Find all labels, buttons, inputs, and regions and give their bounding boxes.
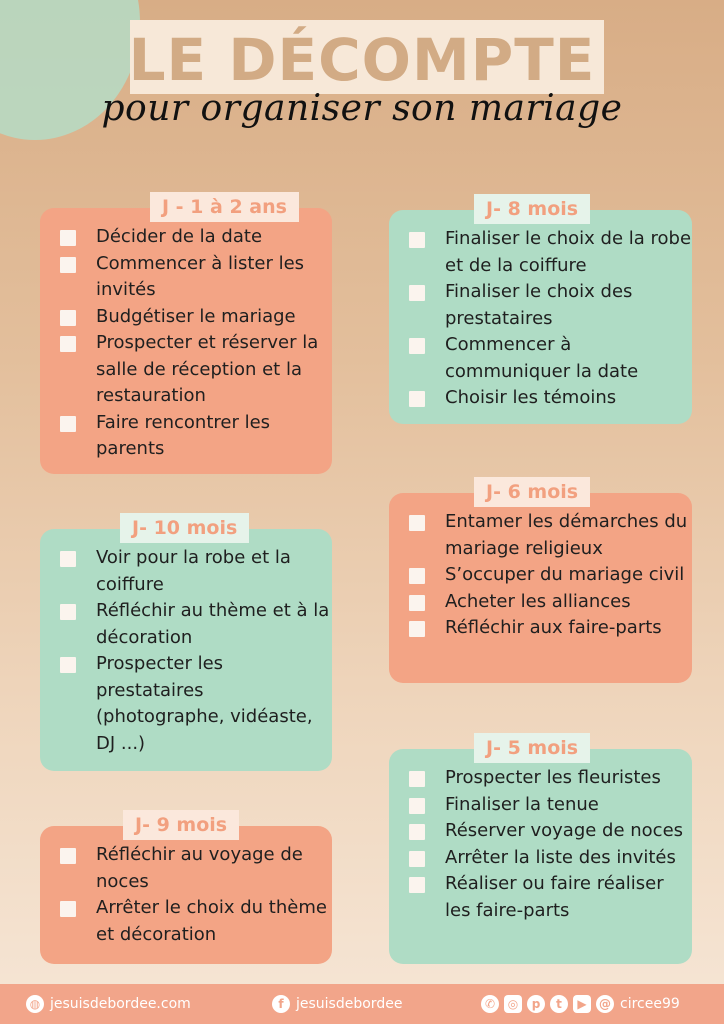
checkbox[interactable] (60, 657, 76, 673)
checklist-item (60, 598, 332, 651)
checklist-item-label: Commencer à communiquer la date (445, 334, 639, 382)
checkbox[interactable] (60, 848, 76, 864)
checklist-item-label: Budgétiser le mariage (96, 305, 296, 327)
checklist-item (409, 332, 692, 385)
checkbox[interactable] (60, 336, 76, 352)
checkbox[interactable] (409, 232, 425, 248)
checklist-item-label: Acheter les alliances (445, 590, 631, 612)
checklist-item (409, 792, 692, 819)
checklist (389, 765, 692, 924)
checklist-item-label: Finaliser la tenue (445, 793, 599, 815)
checklist-item-label: Entamer les démarches du mariage religieux (445, 511, 688, 559)
checklist-item (60, 651, 332, 757)
instagram-icon[interactable]: ◎ (504, 995, 522, 1013)
checkbox[interactable] (60, 230, 76, 246)
checklist-item (409, 509, 692, 562)
checklist-item-label: Arrêter la liste des invités (445, 846, 676, 868)
checkbox[interactable] (409, 824, 425, 840)
card-title: J- 10 mois (120, 513, 249, 543)
checkbox[interactable] (409, 515, 425, 531)
checklist-card-j-9-mois (40, 814, 332, 964)
checklist-item (409, 818, 692, 845)
facebook-icon: f (272, 995, 290, 1013)
checklist-item (409, 385, 692, 412)
checkbox[interactable] (409, 338, 425, 354)
page-title: LE DÉCOMPTE (128, 26, 596, 94)
youtube-icon[interactable]: ▶ (573, 995, 591, 1013)
card-title: J - 1 à 2 ans (150, 192, 299, 222)
checklist-item-label: Finaliser le choix de la robe et de la coiffure (445, 228, 692, 276)
checkbox[interactable] (60, 310, 76, 326)
checklist-card-j-8-mois (389, 198, 692, 424)
checkbox[interactable] (409, 851, 425, 867)
checklist-item (60, 224, 332, 251)
card-title: J- 5 mois (474, 733, 590, 763)
checklist-item-label: Réfléchir aux faire-parts (445, 617, 662, 638)
checkbox[interactable] (60, 551, 76, 567)
checkbox[interactable] (60, 901, 76, 917)
checklist-item (409, 871, 692, 924)
checklist-item-label: Réfléchir au voyage de noces (96, 844, 303, 892)
checklist-item-label: Réaliser ou faire réaliser les faire-parts (445, 873, 664, 921)
checklist-item-label: Prospecter les prestataires (photographe, vidéaste, DJ ...) (96, 653, 313, 754)
checkbox[interactable] (60, 604, 76, 620)
checklist-item (409, 765, 692, 792)
footer-socials (481, 995, 680, 1013)
checklist-item (60, 895, 332, 948)
checklist-item-label: Commencer à lister les invités (96, 252, 305, 300)
checklist-item-label: Arrêter le choix du thème et décoration (96, 897, 327, 945)
checklist-item-label: Réfléchir au thème et à la décoration (96, 600, 330, 648)
checklist-card-j-10-mois (40, 517, 332, 771)
checklist-card-j-5-mois (389, 737, 692, 964)
whatsapp-icon[interactable]: ✆ (481, 995, 499, 1013)
checklist-item (60, 330, 332, 410)
checklist-card-j-1-2-ans (40, 196, 332, 474)
checklist (40, 545, 332, 757)
checklist-item (409, 845, 692, 872)
checklist (389, 226, 692, 412)
checklist-item (60, 842, 332, 895)
checkbox[interactable] (409, 285, 425, 301)
checklist-item (60, 410, 332, 463)
checkbox[interactable] (409, 771, 425, 787)
threads-icon[interactable]: @ (596, 995, 614, 1013)
page-subtitle: pour organiser son mariage (101, 88, 623, 129)
checklist (40, 842, 332, 948)
checkbox[interactable] (60, 416, 76, 432)
checkbox[interactable] (60, 257, 76, 273)
checkbox[interactable] (409, 621, 425, 637)
social-handle[interactable]: circee99 (620, 996, 680, 1012)
card-title: J- 8 mois (474, 194, 590, 224)
checklist-item (60, 251, 332, 304)
facebook-link[interactable]: jesuisdebordee (296, 996, 403, 1012)
checklist-item-label: Décider de la date (96, 226, 263, 247)
checklist-card-j-6-mois (389, 481, 692, 683)
footer-facebook[interactable] (272, 995, 402, 1013)
checklist-item-label: Faire rencontrer les parents (96, 411, 271, 459)
checklist (40, 224, 332, 463)
checklist-item (60, 304, 332, 331)
checkbox[interactable] (409, 798, 425, 814)
card-title: J- 6 mois (474, 477, 590, 507)
checklist-item-label: S’occuper du mariage civil (445, 564, 685, 585)
checklist-item (409, 279, 692, 332)
footer (0, 984, 724, 1024)
checklist-item-label: Prospecter les fleuristes (445, 767, 661, 788)
checklist-item-label: Finaliser le choix des prestataires (445, 281, 633, 329)
footer-website[interactable] (26, 995, 191, 1013)
checklist-item-label: Réserver voyage de noces (445, 820, 684, 841)
card-title: J- 9 mois (123, 810, 239, 840)
checklist-item (409, 226, 692, 279)
globe-icon: ◍ (26, 995, 44, 1013)
twitter-icon[interactable]: t (550, 995, 568, 1013)
checklist-item (60, 545, 332, 598)
checklist-item-label: Voir pour la robe et la coiffure (96, 547, 291, 595)
website-link[interactable]: jesuisdebordee.com (50, 996, 191, 1012)
checklist (389, 509, 692, 642)
checkbox[interactable] (409, 391, 425, 407)
checkbox[interactable] (409, 568, 425, 584)
checklist-item-label: Prospecter et réserver la salle de réception et la restauration (96, 332, 319, 406)
checklist-item (409, 589, 692, 616)
checklist-item (409, 615, 692, 642)
checkbox[interactable] (409, 877, 425, 893)
checklist-item (409, 562, 692, 589)
checklist-item-label: Choisir les témoins (445, 387, 617, 408)
pinterest-icon[interactable]: p (527, 995, 545, 1013)
checkbox[interactable] (409, 595, 425, 611)
